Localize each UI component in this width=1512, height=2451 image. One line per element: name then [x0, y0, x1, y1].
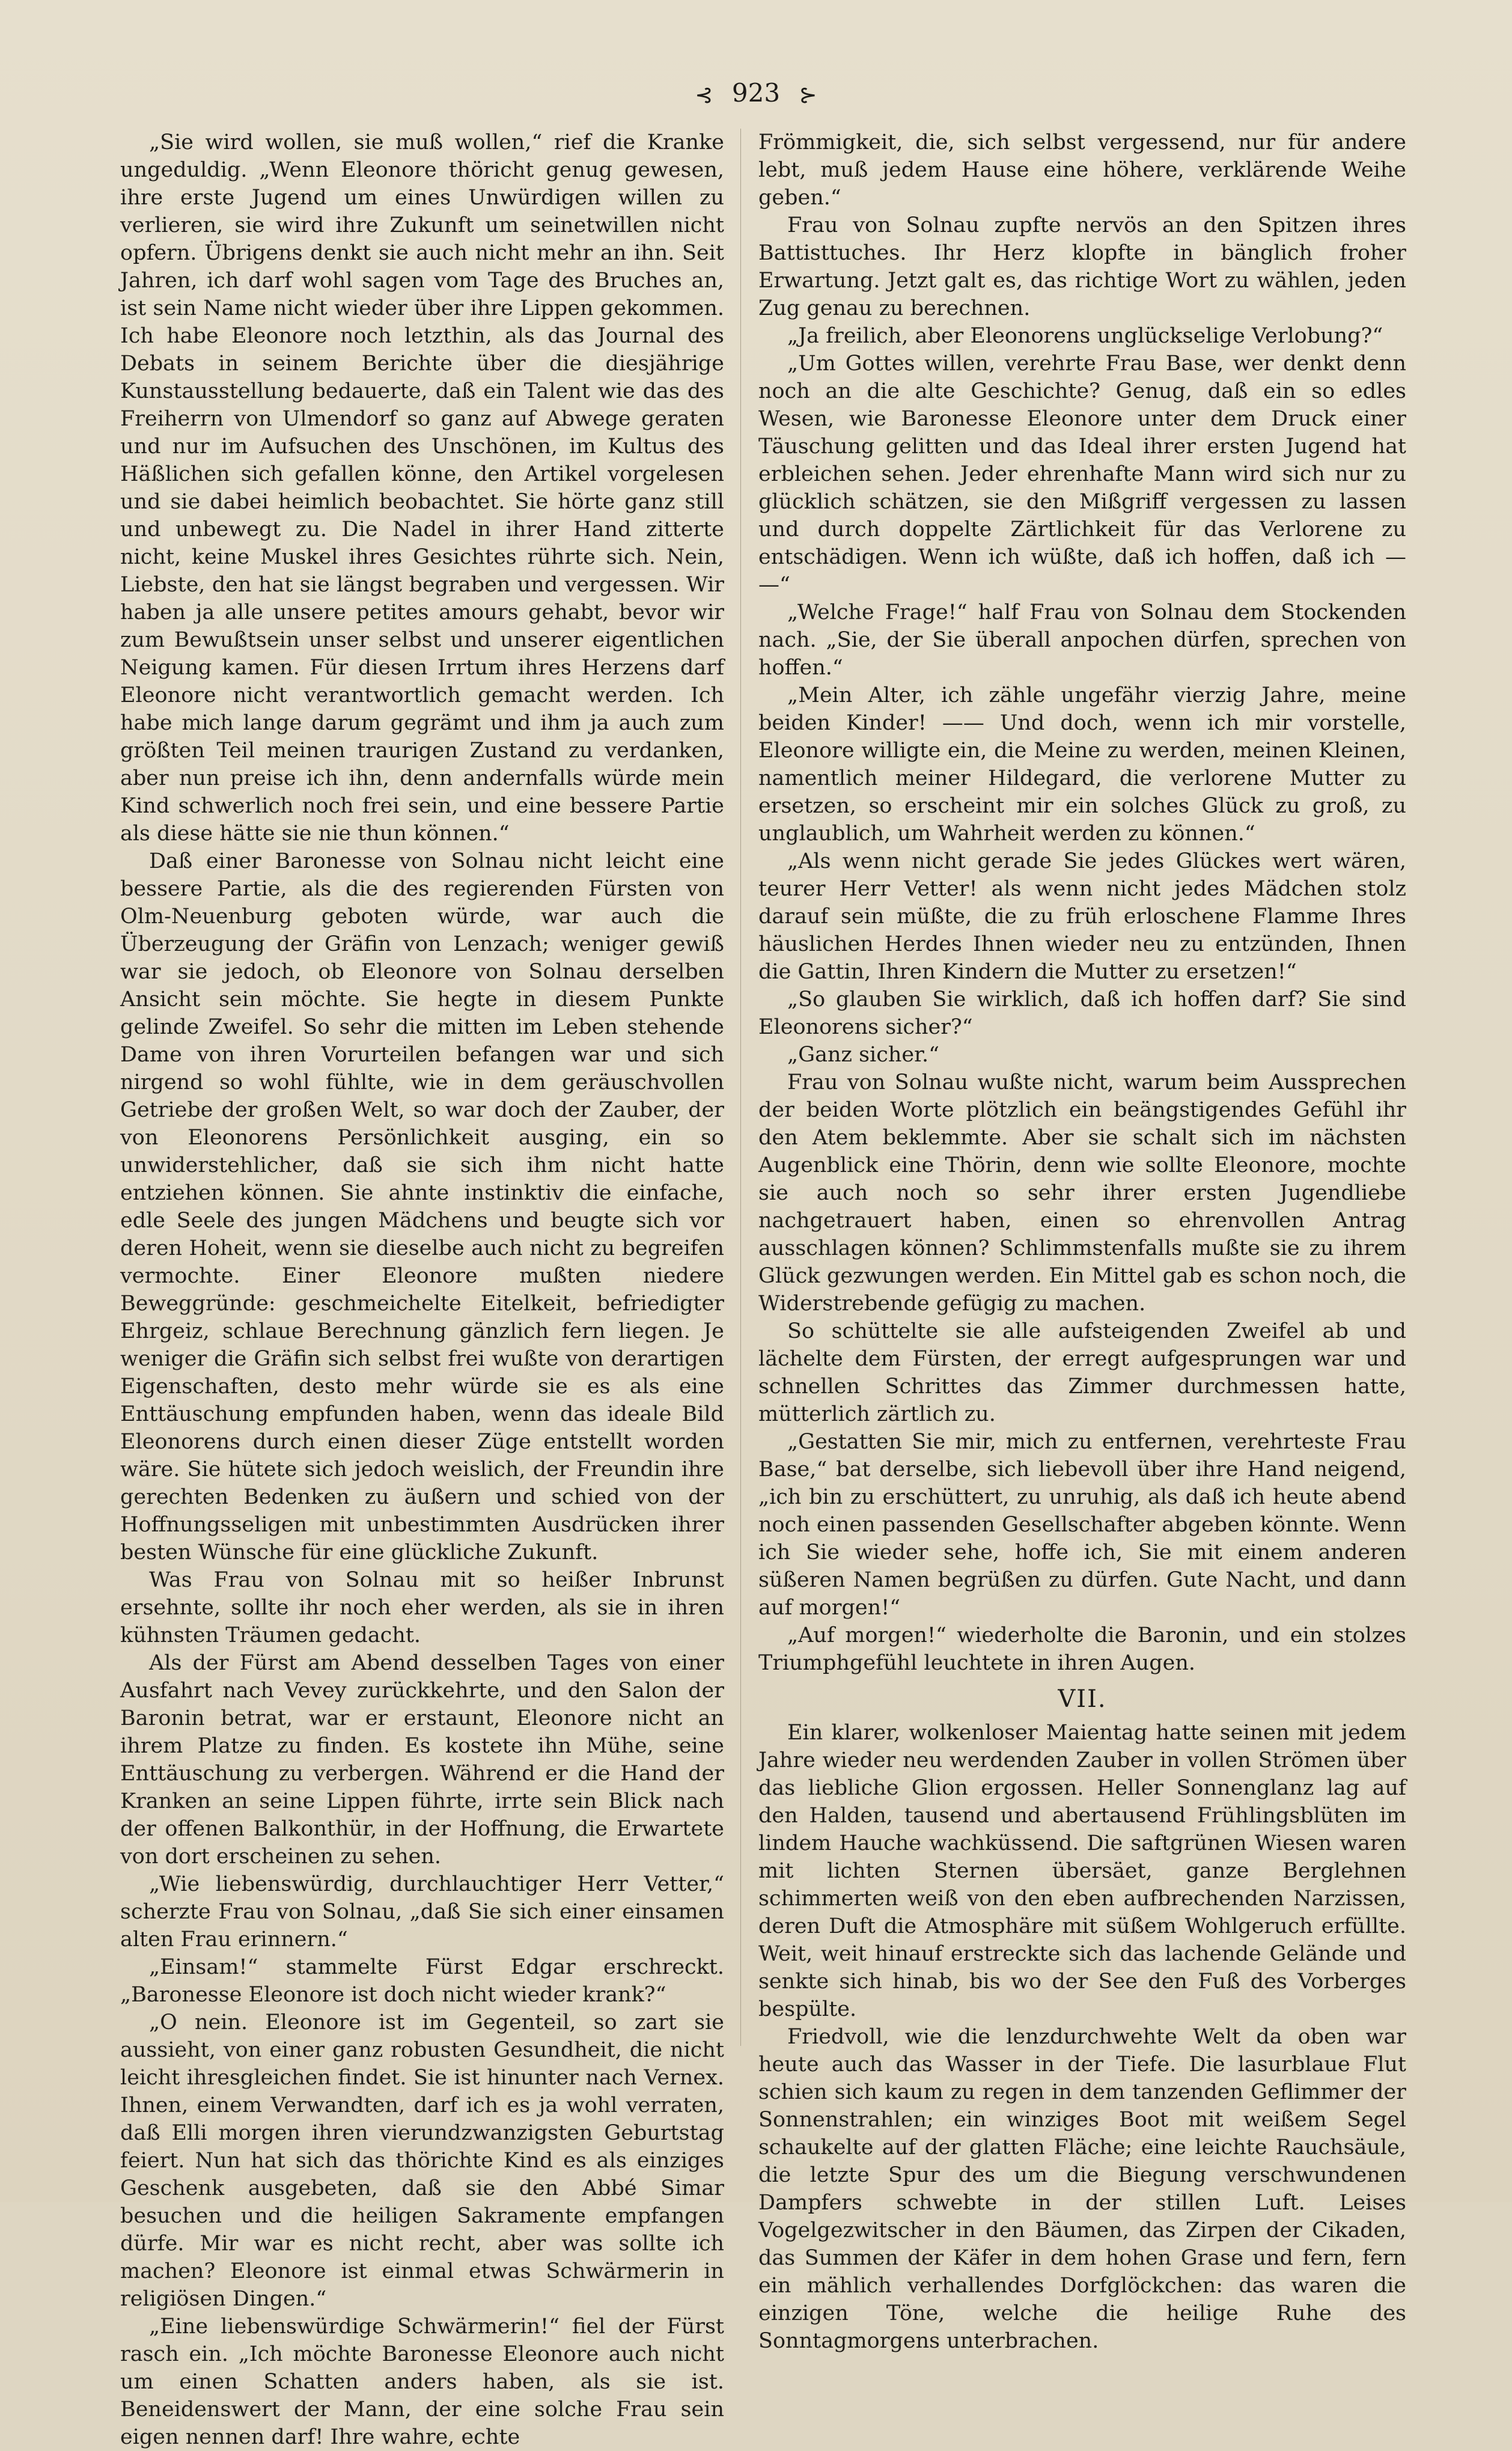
paragraph: „Als wenn nicht gerade Sie jedes Glückes wert wären, teurer Herr Vetter! als wenn nicht jedes Mädchen stolz darauf sein müßte, die zu früh erloschene Flamme Ihres häuslichen Herdes Ihnen wieder neu zu entzünden, Ihnen die Gattin, Ihren Kindern die Mutter zu ersetzen!“	[758, 849, 1406, 984]
page-number: 923	[731, 78, 781, 108]
paragraph: „Sie wird wollen, sie muß wollen,“ rief die Kranke ungeduldig. „Wenn Eleonore thöricht genug gewesen, ihre erste Jugend um eines Unwürdigen willen zu verlieren, sie wird ihre Zukunft um seinetwillen nicht opfern. Übrigens denkt sie auch nicht mehr an ihn. Seit Jahren, ich darf wohl sagen vom Tage des Bruches an, ist sein Name nicht wieder über ihre Lippen gekommen. Ich habe Eleonore noch letzthin, als das Journal des Debats in seinem Berichte über die diesjährige Kunstausstellung bedauerte, daß ein Talent wie das des Freiherrn von Ulmendorf so ganz auf Abwege geraten und nur im Aufsuchen des Unschönen, im Kultus des Häßlichen sich gefallen könne, den Artikel vorgelesen und sie dabei heimlich beobachtet. Sie hörte ganz still und unbewegt zu. Die Nadel in ihrer Hand zitterte nicht, keine Muskel ihres Gesichtes rührte sich. Nein, Liebste, den hat sie längst begraben und vergessen. Wir haben ja alle unsere petites amours gehabt, bevor wir zum Bewußtsein unser selbst und unserer eigentlichen Neigung kamen. Für diesen Irrtum ihres Herzens darf Eleonore nicht verantwortlich gemacht werden. Ich habe mich lange darum gegrämt und ihm ja auch zum größten Teil meinen traurigen Zustand zu verdanken, aber nun preise ich ihn, denn andernfalls würde mein Kind schwerlich noch frei sein, und eine bessere Partie als diese hätte sie nie thun können.“	[120, 130, 724, 846]
paragraph: Als der Fürst am Abend desselben Tages von einer Ausfahrt nach Vevey zurückkehrte, und den Salon der Baronin betrat, war er erstaunt, Eleonore nicht an ihrem Platze zu finden. Es kostete ihn Mühe, seine Enttäuschung zu verbergen. Während er die Hand der Kranken an seine Lippen führte, irrte sein Blick nach der offenen Balkonthür, in der Hoffnung, die Erwartete von dort erscheinen zu sehen.	[120, 1651, 724, 1869]
paragraph: „Gestatten Sie mir, mich zu entfernen, verehrteste Frau Base,“ bat derselbe, sich liebevoll über ihre Hand neigend, „ich bin zu erschüttert, zu unruhig, als daß ich heute abend noch einen passenden Gesellschafter abgeben könnte. Wenn ich Sie wieder sehe, hoffe ich, Sie mit einem anderen süßeren Namen begrüßen zu dürfen. Gute Nacht, und dann auf morgen!“	[758, 1430, 1406, 1620]
ornament-right-icon: ⊱	[799, 82, 817, 108]
continued-paragraph: Frömmigkeit, die, sich selbst vergessend, nur für andere lebt, muß jedem Hause eine höhere, verklärende Weihe geben.“	[758, 130, 1406, 210]
paragraph: „Auf morgen!“ wiederholte die Baronin, und ein stolzes Triumphgefühl leuchtete in ihren Augen.	[758, 1623, 1406, 1675]
left-column	[120, 129, 724, 2451]
paragraph: „Wie liebenswürdig, durchlauchtiger Herr Vetter,“ scherzte Frau von Solnau, „daß Sie sich einer einsamen alten Frau erinnern.“	[120, 1872, 724, 1952]
paragraph: „O nein. Eleonore ist im Gegenteil, so zart sie aussieht, von einer ganz robusten Gesundheit, die nicht leicht ihresgleichen findet. Sie ist hinunter nach Vernex. Ihnen, einem Verwandten, darf ich es ja wohl verraten, daß Elli morgen ihren vierundzwanzigsten Geburtstag feiert. Nun hat sich das thörichte Kind es als einziges Geschenk ausgebeten, daß sie den Abbé Simar besuchen und die heiligen Sakramente empfangen dürfe. Mir war es nicht recht, aber was sollte ich machen? Eleonore ist einmal etwas Schwärmerin in religiösen Dingen.“	[120, 2010, 724, 2311]
page-header	[0, 78, 1512, 108]
paragraph: Frau von Solnau zupfte nervös an den Spitzen ihres Battisttuches. Ihr Herz klopfte in bänglich froher Erwartung. Jetzt galt es, das richtige Wort zu wählen, jeden Zug genau zu berechnen.	[758, 213, 1406, 320]
paragraph: „So glauben Sie wirklich, daß ich hoffen darf? Sie sind Eleonorens sicher?“	[758, 987, 1406, 1039]
paragraph: „Um Gottes willen, verehrte Frau Base, wer denkt denn noch an die alte Geschichte? Genug, daß ein so edles Wesen, wie Baronesse Eleonore unter dem Druck einer Täuschung gelitten und das Ideal ihrer ersten Jugend hat erbleichen sehen. Jeder ehrenhafte Mann wird sich nur zu glücklich schätzen, sie den Mißgriff vergessen zu lassen und durch doppelte Zärtlichkeit für das Verlorene zu entschädigen. Wenn ich wüßte, daß ich hoffen, daß ich — —“	[758, 352, 1406, 597]
paragraph: „Ganz sicher.“	[787, 1043, 939, 1067]
paragraph: So schüttelte sie alle aufsteigenden Zweifel ab und lächelte dem Fürsten, der erregt aufgesprungen war und schnellen Schrittes das Zimmer durchmessen hatte, mütterlich zärtlich zu.	[758, 1319, 1406, 1426]
paragraph: „Ja freilich, aber Eleonorens unglückselige Verlobung?“	[787, 324, 1383, 348]
paragraph: Friedvoll, wie die lenzdurchwehte Welt da oben war heute auch das Wasser in der Tiefe. Die lasurblaue Flut schien sich kaum zu regen in dem tanzenden Geflimmer der Sonnenstrahlen; ein winziges Boot mit weißem Segel schaukelte auf der glatten Fläche; eine leichte Rauchsäule, die letzte Spur des um die Biegung verschwundenen Dampfers schwebte in der stillen Luft. Leises Vogelgezwitscher in den Bäumen, das Zirpen der Cikaden, das Summen der Käfer in dem hohen Grase und fern, fern ein mählich verhallendes Dorfglöckchen: das waren die einzigen Töne, welche die heilige Ruhe des Sonntagmorgens unterbrachen.	[758, 2025, 1406, 2353]
paragraph: Daß einer Baronesse von Solnau nicht leicht eine bessere Partie, als die des regierenden Fürsten von Olm-Neuenburg geboten würde, war auch die Überzeugung der Gräfin von Lenzach; weniger gewiß war sie jedoch, ob Eleonore von Solnau derselben Ansicht sein möchte. Sie hegte in diesem Punkte gelinde Zweifel. So sehr die mitten im Leben stehende Dame von ihren Vorurteilen befangen war und sich nirgend so wohl fühlte, wie in dem geräuschvollen Getriebe der großen Welt, so war doch der Zauber, der von Eleonorens Persönlichkeit ausging, ein so unwiderstehlicher, daß sie sich ihm nicht hatte entziehen können. Sie ahnte instinktiv die einfache, edle Seele des jungen Mädchens und beugte sich vor deren Hoheit, wenn sie dieselbe auch nicht zu begreifen vermochte. Einer Eleonore mußten niedere Beweggründe: geschmeichelte Eitelkeit, befriedigter Ehrgeiz, schlaue Berechnung gänzlich fern liegen. Je weniger die Gräfin sich selbst frei wußte von derartigen Eigenschaften, desto mehr würde sie es als eine Enttäuschung empfunden haben, wenn das ideale Bild Eleonorens durch einen dieser Züge entstellt worden wäre. Sie hütete sich jedoch weislich, der Freundin ihre gerechten Bedenken zu äußern und schied von der Hoffnungsseligen mit unbestimmten Ausdrücken ihrer besten Wünsche für eine glückliche Zukunft.	[120, 849, 724, 1564]
paragraph: „Welche Frage!“ half Frau von Solnau dem Stockenden nach. „Sie, der Sie überall anpochen dürfen, sprechen von hoffen.“	[758, 600, 1406, 680]
paragraph: „Einsam!“ stammelte Fürst Edgar erschreckt. „Baronesse Eleonore ist doch nicht wieder krank?“	[120, 1955, 724, 2007]
paragraph: „Mein Alter, ich zähle ungefähr vierzig Jahre, meine beiden Kinder! —— Und doch, wenn ich mir vorstelle, Eleonore willigte ein, die Meine zu werden, meinen Kleinen, namentlich meiner Hildegard, die verlorene Mutter zu ersetzen, so erscheint mir ein solches Glück zu groß, zu unglaublich, um Wahrheit werden zu können.“	[758, 683, 1406, 846]
section-heading: VII.	[1058, 1685, 1107, 1713]
paragraph: Ein klarer, wolkenloser Maientag hatte seinen mit jedem Jahre wieder neu werdenden Zauber in vollen Strömen über das liebliche Glion ergossen. Heller Sonnenglanz lag auf den Halden, tausend und abertausend Frühlingsblüten im lindem Hauche wachküssend. Die saftgrünen Wiesen waren mit lichten Sternen übersäet, ganze Berglehnen schimmerten weiß von den eben aufbrechenden Narzissen, deren Duft die Atmosphäre mit süßem Wohlgeruch erfüllte. Weit, weit hinauf erstreckte sich das lachende Gelände und senkte sich hinab, bis wo der See den Fuß des Vorberges bespülte.	[758, 1721, 1406, 2021]
right-column	[758, 129, 1406, 2355]
ornament-left-icon: ⊰	[695, 82, 713, 108]
column-divider	[740, 129, 741, 2046]
paragraph: „Eine liebenswürdige Schwärmerin!“ fiel der Fürst rasch ein. „Ich möchte Baronesse Eleonore auch nicht um einen Schatten anders haben, als sie ist. Beneidenswert der Mann, der eine solche Frau sein eigen nennen darf! Ihre wahre, echte	[120, 2315, 724, 2449]
paragraph: Was Frau von Solnau mit so heißer Inbrunst ersehnte, sollte ihr noch eher werden, als sie in ihren kühnsten Träumen gedacht.	[120, 1568, 724, 1647]
paragraph: Frau von Solnau wußte nicht, warum beim Aussprechen der beiden Worte plötzlich ein beängstigendes Gefühl ihr den Atem beklemmte. Aber sie schalt sich im nächsten Augenblick eine Thörin, denn wie sollte Eleonore, mochte sie auch noch so sehr ihrer ersten Jugendliebe nachgetrauert haben, einen so ehrenvollen Antrag ausschlagen können? Schlimmstenfalls mußte sie zu ihrem Glück gezwungen werden. Ein Mittel gab es schon noch, die Widerstrebende gefügig zu machen.	[758, 1070, 1406, 1316]
